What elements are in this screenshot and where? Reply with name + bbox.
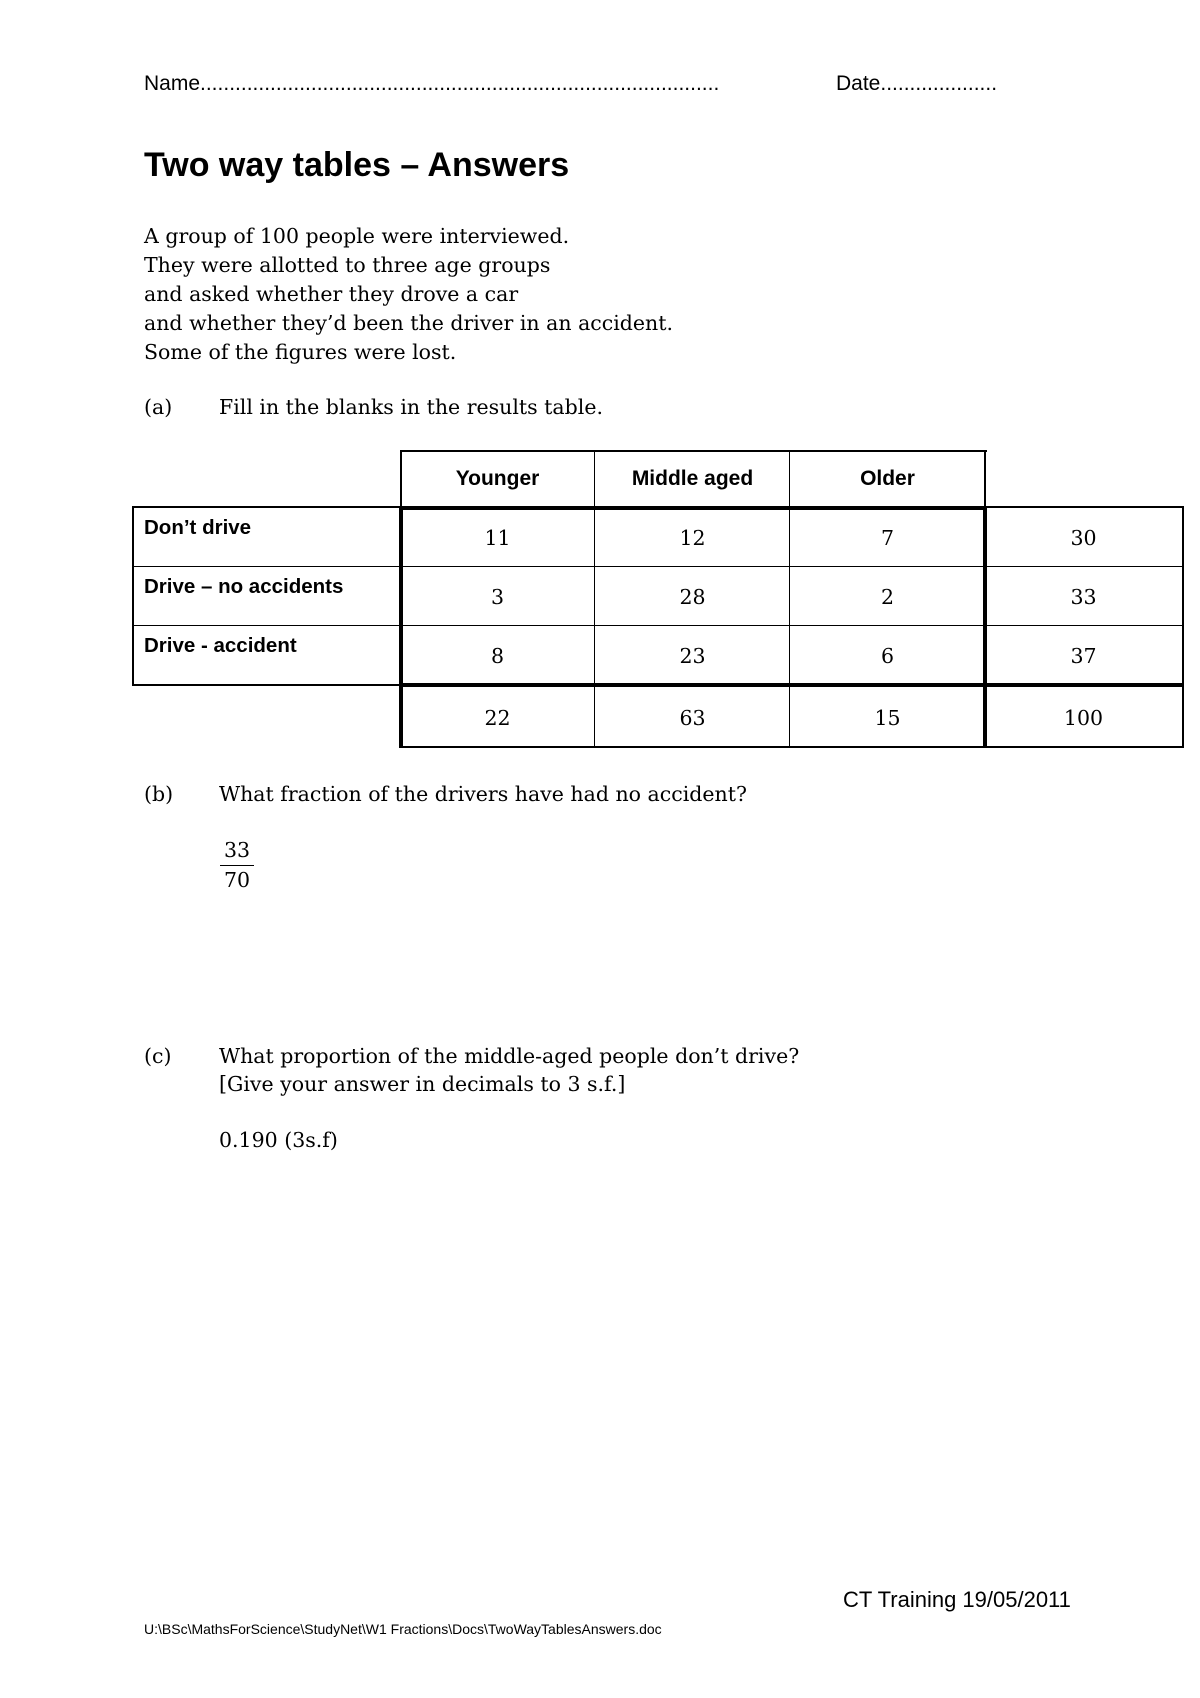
table-border — [400, 506, 987, 510]
name-field-label: Name......................................................................................... — [144, 72, 720, 95]
question-b-text: What fraction of the drivers have had no accident? — [219, 782, 747, 806]
table-border — [984, 450, 986, 508]
intro-paragraph — [144, 222, 673, 367]
table-border — [132, 625, 1184, 626]
table-border — [399, 506, 403, 748]
table-border — [789, 506, 790, 748]
intro-line: A group of 100 people were interviewed. — [144, 224, 570, 248]
table-border — [594, 506, 595, 748]
fraction-bar — [220, 865, 254, 866]
question-c-label: (c) — [144, 1044, 172, 1068]
row-total-cell: 33 — [1070, 584, 1097, 609]
footer-signature: CT Training 19/05/2011 — [843, 1587, 1071, 1612]
page-title: Two way tables – Answers — [144, 146, 570, 184]
table-border — [983, 506, 987, 748]
row-label-drive-accident: Drive - accident — [144, 634, 297, 657]
table-border — [400, 450, 987, 452]
column-total-cell: 22 — [484, 706, 511, 730]
intro-line: and whether they’d been the driver in an accident. — [144, 311, 674, 335]
table-border — [789, 450, 790, 508]
grand-total-cell: 100 — [1063, 706, 1104, 730]
intro-line: They were allotted to three age groups — [144, 253, 551, 277]
question-c-text: What proportion of the middle-aged people don’t drive? — [219, 1044, 800, 1068]
table-border — [1182, 506, 1184, 748]
column-total-cell: 63 — [679, 706, 706, 730]
question-c-note: [Give your answer in decimals to 3 s.f.] — [219, 1072, 626, 1096]
table-border — [400, 683, 1184, 687]
table-cell: 7 — [880, 525, 895, 550]
results-table — [132, 450, 1187, 754]
table-cell: 6 — [880, 643, 895, 668]
question-a-label: (a) — [144, 395, 173, 419]
question-a-text: Fill in the blanks in the results table. — [219, 395, 603, 419]
table-cell: 12 — [679, 525, 706, 550]
fraction-numerator: 33 — [223, 838, 251, 862]
table-cell: 8 — [490, 643, 505, 668]
row-label-dont-drive: Don’t drive — [144, 516, 252, 539]
table-border — [400, 450, 402, 508]
question-b-label: (b) — [144, 782, 174, 806]
table-cell: 2 — [880, 584, 895, 609]
table-cell: 28 — [679, 584, 706, 609]
table-border — [594, 450, 595, 508]
row-total-cell: 37 — [1070, 643, 1097, 668]
answer-b-fraction — [220, 838, 254, 892]
column-header-older: Older — [860, 467, 915, 490]
footer-file-path: U:\BSc\MathsForScience\StudyNet\W1 Fractions\Docs\TwoWayTablesAnswers.doc — [144, 1621, 662, 1637]
table-border — [132, 566, 1184, 567]
row-total-cell: 30 — [1070, 525, 1097, 550]
column-total-cell: 15 — [874, 706, 901, 730]
column-header-younger: Younger — [455, 467, 540, 490]
fraction-denominator: 70 — [223, 868, 251, 892]
intro-line: Some of the figures were lost. — [144, 340, 457, 364]
table-cell: 23 — [679, 643, 706, 668]
row-label-drive-no-accidents: Drive – no accidents — [144, 575, 344, 598]
intro-line: and asked whether they drove a car — [144, 282, 519, 306]
table-border — [132, 684, 400, 686]
table-cell: 3 — [490, 584, 505, 609]
answer-c: 0.190 (3s.f) — [219, 1128, 338, 1152]
date-field-label: Date.................... — [836, 72, 998, 95]
table-border — [132, 506, 134, 686]
table-cell: 11 — [484, 525, 511, 550]
table-border — [400, 746, 1184, 748]
column-header-middle-aged: Middle aged — [631, 467, 754, 490]
